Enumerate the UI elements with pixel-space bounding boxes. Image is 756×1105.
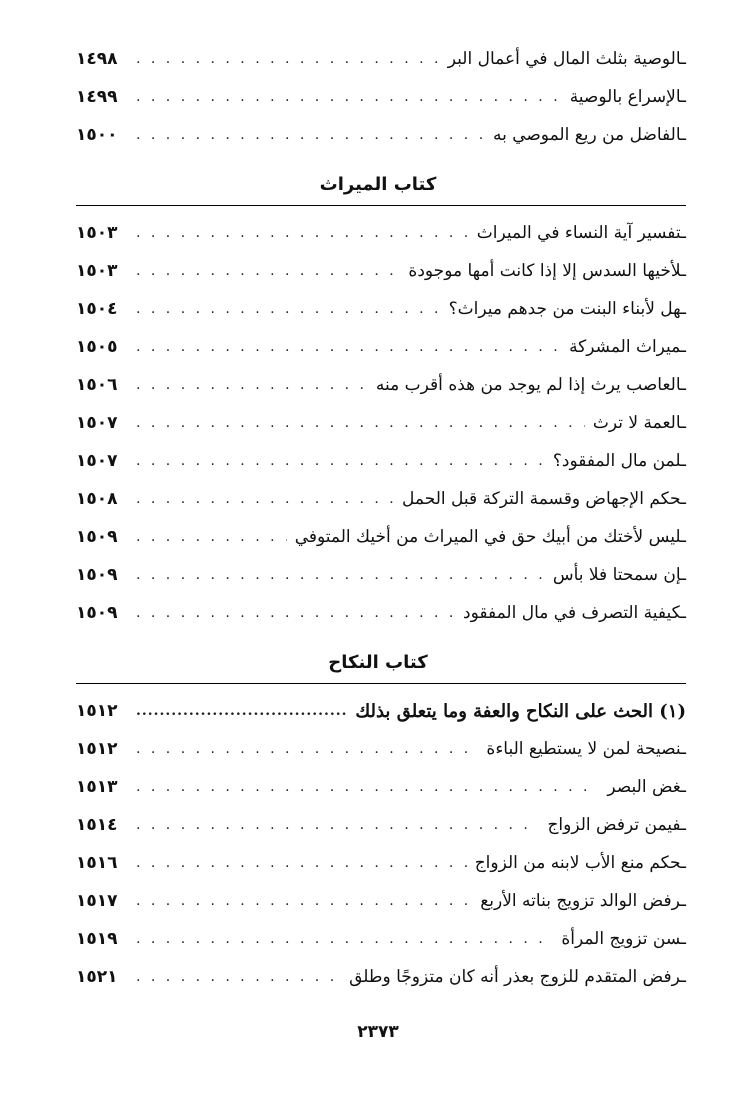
toc-entry: [76, 922, 686, 956]
toc-entry: [76, 482, 686, 516]
toc-entry: [76, 80, 686, 114]
toc-entry-title: ـالعاصب يرث إذا لم يوجد من هذه أقرب منه: [375, 375, 686, 395]
toc-entry: [76, 254, 686, 288]
leader-dots: [136, 567, 545, 583]
leader-dots: [136, 741, 478, 757]
toc-entry: [76, 406, 686, 440]
leader-dots: [136, 779, 599, 795]
toc-entry-title: ـالوصية بثلث المال في أعمال البر: [447, 49, 686, 69]
toc-entry: [76, 368, 686, 402]
toc-entry: [76, 596, 686, 630]
toc-entry-page: ١٥١٢: [76, 739, 118, 759]
toc-entry-page: ١٥٠٦: [76, 375, 118, 395]
leader-dots: [136, 127, 485, 143]
leader-dots: [136, 225, 469, 241]
toc-entry-page: ١٤٩٨: [76, 49, 118, 69]
toc-entry-page: ١٥١٤: [76, 815, 118, 835]
toc-entry-title: ـهل لأبناء البنت من جدهم ميراث؟: [448, 299, 686, 319]
toc-entry-title: ـحكم منع الأب لابنه من الزواج: [474, 853, 686, 873]
toc-entry-title: ـالفاضل من ريع الموصي به: [492, 125, 686, 145]
leader-dots: [136, 855, 467, 871]
toc-entry: [76, 330, 686, 364]
toc-entry-title: ـلأخيها السدس إلا إذا كانت أمها موجودة: [408, 261, 686, 281]
toc-entry: [76, 960, 686, 994]
toc-subheading-title: (١) الحث على النكاح والعفة وما يتعلق بذلك: [355, 700, 686, 722]
toc-entry-page: ١٥٠٧: [76, 451, 118, 471]
toc-entry-title: ـسن تزويج المرأة: [561, 929, 686, 949]
toc-entry-page: ١٥٢١: [76, 967, 118, 987]
leader-dots: [136, 529, 287, 545]
leader-dots: [136, 893, 472, 909]
toc-entry: [76, 42, 686, 76]
toc-entry-title: ـرفض الوالد تزويج بناته الأربع: [480, 891, 686, 911]
page-number: ٢٣٧٣: [357, 1022, 399, 1042]
toc-entry-title: ـفيمن ترفض الزواج: [547, 815, 686, 835]
toc-entry-title: ـلمن مال المفقود؟: [552, 451, 686, 471]
toc-entry: [76, 444, 686, 478]
toc-entry: [76, 558, 686, 592]
toc-entry-page: ١٥١٢: [76, 701, 118, 721]
toc-subheading: [76, 694, 686, 728]
leader-dots: [136, 51, 440, 67]
leader-dots: [136, 931, 553, 947]
toc-entry-page: ١٥٠٤: [76, 299, 118, 319]
toc-entry-page: ١٥٠٥: [76, 337, 118, 357]
toc-entry-title: ـتفسير آية النساء في الميراث: [476, 223, 686, 243]
toc-entry-page: ١٥١٦: [76, 853, 118, 873]
leader-dots: [136, 817, 539, 833]
toc-entry: [76, 732, 686, 766]
toc-entry-page: ١٥٠٣: [76, 261, 118, 281]
leader-dots: [136, 605, 455, 621]
toc-entry-page: ١٥٠٠: [76, 125, 118, 145]
leader-dots: [136, 415, 585, 431]
toc-entry: [76, 520, 686, 554]
toc-entry-title: ـرفض المتقدم للزوج بعذر أنه كان متزوجًا وطلق: [349, 967, 686, 987]
toc-entry: [76, 292, 686, 326]
toc-entry-title: ـالعمة لا ترث: [592, 413, 686, 433]
section-divider: [76, 205, 686, 206]
toc-entry-page: ١٥٠٨: [76, 489, 118, 509]
toc-entry-page: ١٥١٣: [76, 777, 118, 797]
toc-entry: [76, 216, 686, 250]
section-divider: [76, 683, 686, 684]
toc-entry-page: ١٤٩٩: [76, 87, 118, 107]
leader-dots: [136, 339, 561, 355]
toc-entry-title: ـميراث المشركة: [569, 337, 686, 357]
toc-entry: [76, 884, 686, 918]
toc-entry: [76, 770, 686, 804]
toc-entry-title: ـالإسراع بالوصية: [569, 87, 686, 107]
leader-dots: [136, 301, 441, 317]
toc-entry-page: ١٥٠٩: [76, 603, 118, 623]
leader-dots: [136, 89, 562, 105]
toc-entry-title: ـليس لأختك من أبيك حق في الميراث من أخيك المتوفي: [294, 527, 686, 547]
section-heading-marriage: كتاب النكاح: [328, 652, 428, 673]
toc-entry-page: ١٥٠٧: [76, 413, 118, 433]
toc-entry-title: ـحكم الإجهاض وقسمة التركة قبل الحمل: [402, 489, 686, 509]
toc-entry-page: ١٥١٧: [76, 891, 118, 911]
leader-dots: [136, 263, 400, 279]
leader-dots: [136, 453, 545, 469]
toc-entry: [76, 846, 686, 880]
leader-dots: [136, 703, 347, 719]
toc-entry-title: ـإن سمحتا فلا بأس: [552, 565, 686, 585]
toc-entry-page: ١٥٠٩: [76, 565, 118, 585]
leader-dots: [136, 491, 394, 507]
toc-entry-page: ١٥٠٩: [76, 527, 118, 547]
leader-dots: [136, 377, 368, 393]
toc-entry-title: ـغض البصر: [607, 777, 686, 797]
toc-entry-page: ١٥٠٣: [76, 223, 118, 243]
toc-entry-title: ـنصيحة لمن لا يستطيع الباءة: [486, 739, 686, 759]
section-heading-inheritance: كتاب الميراث: [319, 174, 437, 195]
toc-entry-page: ١٥١٩: [76, 929, 118, 949]
toc-entry: [76, 118, 686, 152]
toc-entry: [76, 808, 686, 842]
toc-entry-title: ـكيفية التصرف في مال المفقود: [463, 603, 686, 623]
leader-dots: [136, 969, 341, 985]
